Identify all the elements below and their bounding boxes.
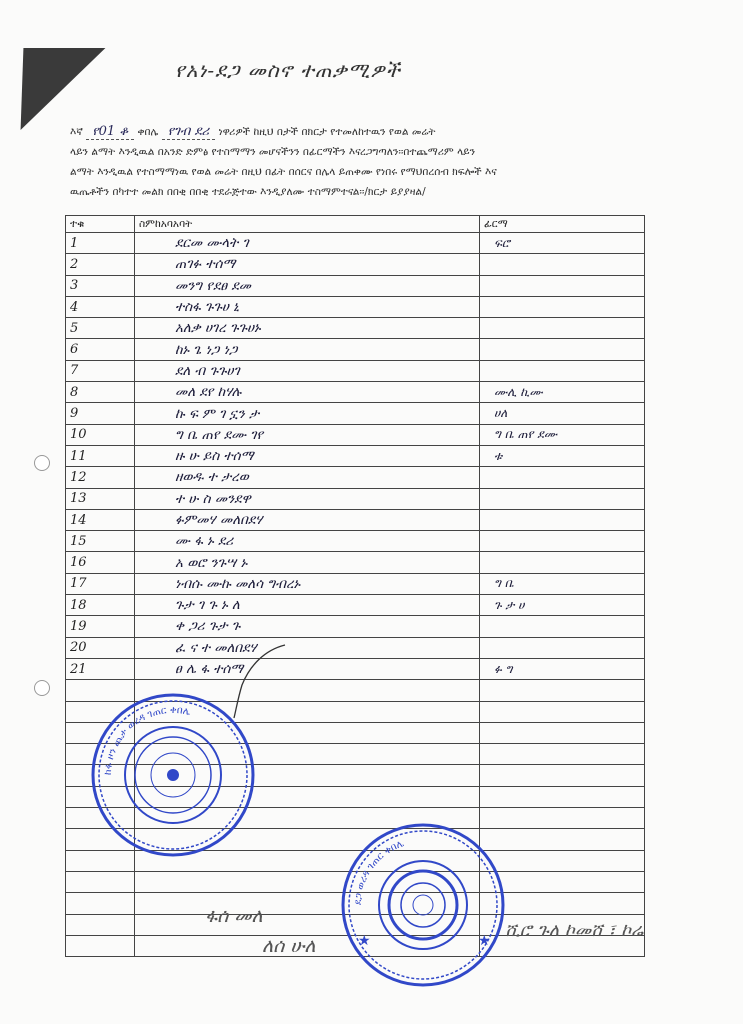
row-number: 15 <box>66 531 135 552</box>
row-number: 5 <box>66 318 135 339</box>
document-title: የአነ-ደጋ መስኖ ተጠቃሚዎች <box>175 58 401 82</box>
row-number: 7 <box>66 360 135 381</box>
row-signature <box>480 722 645 743</box>
row-name: ደርመ ሙላት ገ <box>135 233 480 254</box>
row-signature: ሀለ <box>480 403 645 424</box>
row-number: 8 <box>66 382 135 403</box>
header-number: ተቁ <box>66 216 135 233</box>
row-name: አለቃ ሀገረ ጉጉሀኑ <box>135 318 480 339</box>
row-name: ኩ ፍ ም ገ ኗን ታ <box>135 403 480 424</box>
table-row <box>66 573 645 594</box>
row-number: 10 <box>66 424 135 445</box>
row-number: 19 <box>66 616 135 637</box>
kebele-handwritten: የገብ ደሪ <box>162 124 215 140</box>
row-signature <box>480 786 645 807</box>
svg-text:★: ★ <box>478 933 491 949</box>
table-row <box>66 382 645 403</box>
row-number: 14 <box>66 509 135 530</box>
row-name: ተ ሁ ስ መንደዋ <box>135 488 480 509</box>
table-row <box>66 488 645 509</box>
row-number: 20 <box>66 637 135 658</box>
row-signature <box>480 488 645 509</box>
row-name: ከኑ ጌ ነጋ ነጋ <box>135 339 480 360</box>
row-signature <box>480 552 645 573</box>
row-name: መለ ደየ ከሃሉ <box>135 382 480 403</box>
bottom-handwriting-right: ሺሮ ጉለ ኮመሸ ፣ ኮሬ <box>505 920 644 941</box>
right-stamp-text: ደጋ ወረዳ ገጠር ቀበሌ <box>352 838 406 906</box>
table-row <box>66 445 645 466</box>
row-signature <box>480 765 645 786</box>
row-name: ደለ ብ ጉጉሀገ <box>135 360 480 381</box>
row-signature <box>480 360 645 381</box>
table-header-row <box>66 216 645 233</box>
row-signature <box>480 680 645 701</box>
row-name: ቀ ጋሪ ጉታ ጉ <box>135 616 480 637</box>
row-name: ግ ቤ ጠየ ደሙ ገየ <box>135 424 480 445</box>
svg-text:★: ★ <box>358 933 371 949</box>
row-signature <box>480 701 645 722</box>
row-name: ተስፋ ጉጉሀ ኒ <box>135 296 480 317</box>
right-official-stamp <box>338 820 508 990</box>
table-row <box>66 509 645 530</box>
row-signature: ፍሮ <box>480 233 645 254</box>
row-name: ፈ ና ተ መለበደሃ <box>135 637 480 658</box>
row-number: 3 <box>66 275 135 296</box>
table-row <box>66 637 645 658</box>
row-signature <box>480 275 645 296</box>
header-name: ስምከአባአባት <box>135 216 480 233</box>
row-signature <box>480 296 645 317</box>
row-signature: ግ ቤ ጠየ ደሙ <box>480 424 645 445</box>
number-handwritten: የ01 ቆ <box>86 124 134 140</box>
table-row <box>66 360 645 381</box>
row-name: ሙ ፋ ኑ ደሪ <box>135 531 480 552</box>
row-signature: ግ ቤ <box>480 573 645 594</box>
bottom-handwriting-left-2: ለሰ ሁለ <box>262 935 316 957</box>
row-signature <box>480 531 645 552</box>
row-signature <box>480 744 645 765</box>
bottom-handwriting-left-1: ፋሰ መለ <box>205 905 263 927</box>
left-stamp-text: ከፋ ዞን ጨታ ወረዳ ገጠር ቀበሌ <box>102 704 192 776</box>
table-row <box>66 531 645 552</box>
row-number <box>66 871 135 892</box>
left-official-stamp <box>88 690 258 860</box>
table-row <box>66 467 645 488</box>
row-number <box>66 935 135 956</box>
row-number: 11 <box>66 445 135 466</box>
row-number: 16 <box>66 552 135 573</box>
row-signature <box>480 467 645 488</box>
row-signature <box>480 637 645 658</box>
row-signature <box>480 339 645 360</box>
row-number <box>66 914 135 935</box>
table-row <box>66 254 645 275</box>
table-row <box>66 658 645 679</box>
table-row <box>66 552 645 573</box>
row-name: አ ወሮ ንጉሣ ኑ <box>135 552 480 573</box>
table-row <box>66 424 645 445</box>
row-name: ዙ ሁ ይስ ተሰማ <box>135 445 480 466</box>
row-signature: ቱ <box>480 445 645 466</box>
table-row <box>66 296 645 317</box>
header-signature: ፊርማ <box>480 216 645 233</box>
punch-hole-bottom <box>34 680 50 696</box>
row-name: ጠገፉ ተሰማ <box>135 254 480 275</box>
row-number: 13 <box>66 488 135 509</box>
row-number: 21 <box>66 658 135 679</box>
row-name: ፀ ሌ ፋ ተሰማ <box>135 658 480 679</box>
row-name: ነብሱ ሙኩ መለሳ ግብረኑ <box>135 573 480 594</box>
row-number: 9 <box>66 403 135 424</box>
row-number: 12 <box>66 467 135 488</box>
folded-corner <box>21 48 106 130</box>
row-signature <box>480 318 645 339</box>
table-row <box>66 275 645 296</box>
row-number: 6 <box>66 339 135 360</box>
row-signature <box>480 254 645 275</box>
row-number: 2 <box>66 254 135 275</box>
table-row <box>66 233 645 254</box>
row-number: 4 <box>66 296 135 317</box>
row-number: 1 <box>66 233 135 254</box>
row-number <box>66 893 135 914</box>
row-signature: ፉ ግ <box>480 658 645 679</box>
table-row <box>66 616 645 637</box>
row-signature <box>480 616 645 637</box>
table-row <box>66 403 645 424</box>
punch-hole-top <box>34 455 50 471</box>
table-row <box>66 339 645 360</box>
table-row <box>66 595 645 616</box>
row-name: ዘወዱ ተ ታረወ <box>135 467 480 488</box>
row-name: ፉምመሃ መለበደሃ <box>135 509 480 530</box>
row-number: 18 <box>66 595 135 616</box>
row-name: መንግ የደፀ ደመ <box>135 275 480 296</box>
row-name: ጉታ ገ ጉ ኑ ለ <box>135 595 480 616</box>
table-row <box>66 318 645 339</box>
intro-paragraph: እኛ የ01 ቆ ቀበሌ የገብ ደሪ ነዋሪዎች ከዚህ በታች በክርታ የተመለከተዉን የወል መሬት ላይን ልማት እንዲዉል በአንድ ድምፅ የተስማማን መሆናችንን በፊርማችን እናረጋግጣለን፡፡በተጨማሪም ላይን ልማት እንዲዉል የተስማማነዉ የወል መሬት በዚህ በፊት በሰርና በሌላ ይጠቀሙ የነበሩ የማህበረሰብ ክፍሎች እና ዉጤቶችን በካተተ መልክ በበቂ በበቂ ተደራጅተው እንዲያለሙ ተስማምተናል፡፡/ክርታ ይያያዛል/ <box>70 124 497 198</box>
row-signature <box>480 509 645 530</box>
row-number: 17 <box>66 573 135 594</box>
row-signature: ጉ ታ ሀ <box>480 595 645 616</box>
row-signature: ሙሊ ኪሙ <box>480 382 645 403</box>
